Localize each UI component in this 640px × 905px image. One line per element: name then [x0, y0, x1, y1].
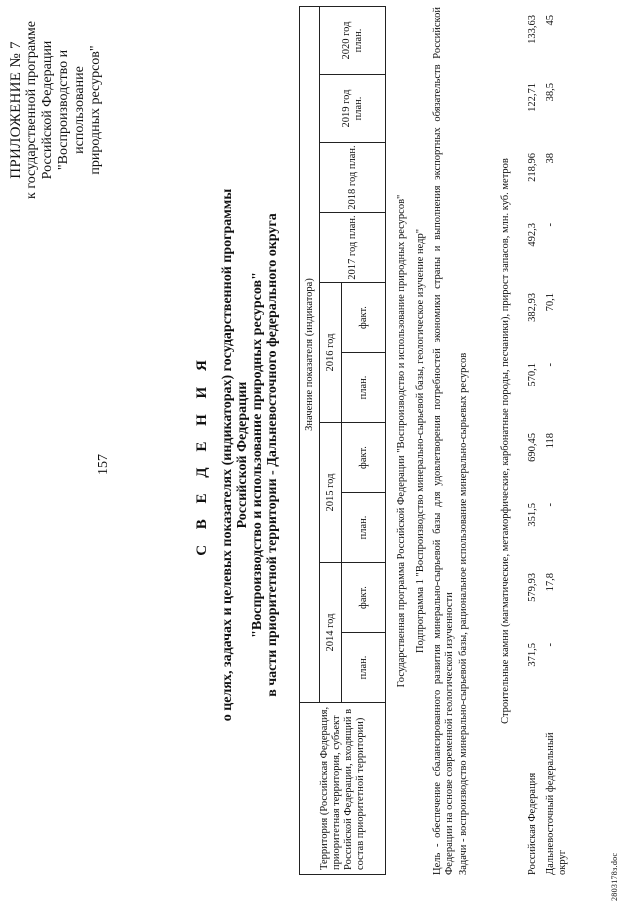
year-2017-header: 2017 год план. — [320, 213, 386, 283]
year-2014-header: 2014 год — [320, 563, 342, 703]
document-heading — [195, 155, 280, 755]
year-2018-header: 2018 год план. — [320, 143, 386, 213]
annex-line: к государственной программе — [24, 21, 39, 199]
table-cell: 17,8 — [545, 573, 556, 592]
goal-text: Цель - обеспечение сбалансированного развития минерально-сырьевой базы для удовлетворения потребностей экономики страны и выполнения экспортных обязательств Российской Федерации на основе современной геологической изученности — [432, 7, 455, 875]
annex-line: "Воспроизводство и использование — [56, 49, 87, 171]
table-row-label: Дальневосточный федеральный округ — [545, 732, 568, 875]
table-cell: 351,5 — [527, 503, 538, 527]
plan-header: план. — [342, 493, 386, 563]
document-code: 2803178з.doc — [610, 852, 619, 901]
heading-line: "Воспроизводство и использование природных ресурсов" — [250, 272, 265, 638]
plan-header: план. — [342, 353, 386, 423]
table-cell: 579,93 — [527, 573, 538, 602]
table-cell: 371,5 — [527, 643, 538, 667]
plan-header: план. — [342, 633, 386, 703]
indicator-table-header — [299, 6, 386, 875]
subprogram-title: Подпрограмма 1 "Воспроизводство минерально-сырьевой базы, геологическое изучение недр" — [415, 228, 426, 654]
indicator-title: Строительные камни (магматические, метаморфические, карбонатные породы, песчаники), прирост запасов, млн. куб. метров — [500, 158, 511, 724]
fact-header: факт. — [342, 563, 386, 633]
table-cell: 122,71 — [527, 83, 538, 112]
table-cell: - — [545, 363, 556, 367]
table-cell: 570,1 — [527, 363, 538, 387]
table-cell: 118 — [545, 433, 556, 449]
heading-line: в части приоритетной территории - Дальневосточного федерального округа — [265, 213, 280, 697]
fact-header: факт. — [342, 283, 386, 353]
table-cell: - — [545, 223, 556, 227]
annex-title: ПРИЛОЖЕНИЕ № 7 — [8, 41, 24, 179]
page-number: 157 — [96, 454, 111, 475]
table-cell: - — [545, 643, 556, 647]
table-cell: 45 — [545, 15, 556, 26]
annex-block — [8, 5, 104, 215]
year-2016-header: 2016 год — [320, 283, 342, 423]
indicator-values-header: Значение показателя (индикатора) — [300, 6, 320, 702]
table-cell: - — [545, 503, 556, 507]
table-cell: 690,45 — [527, 433, 538, 462]
table-cell: 70,1 — [545, 293, 556, 312]
table-cell: 382,93 — [527, 293, 538, 322]
table-cell: 218,96 — [527, 153, 538, 182]
fact-header: факт. — [342, 423, 386, 493]
table-cell: 492,3 — [527, 223, 538, 247]
document-title: С В Е Д Е Н И Я — [194, 354, 210, 556]
year-2019-header: 2019 год план. — [320, 75, 386, 143]
program-title: Государственная программа Российской Федерации "Воспроизводство и использование природных ресурсов" — [396, 194, 407, 688]
table-row-label: Российская Федерация — [527, 772, 538, 875]
annex-line: природных ресурсов" — [88, 45, 103, 175]
table-cell: 38,5 — [545, 83, 556, 102]
heading-line: о целях, задачах и целевых показателях (индикаторах) государственной программы Российской Федерации — [220, 188, 250, 722]
table-cell: 38 — [545, 153, 556, 164]
territory-column-header: Территория (Российская Федерация, приоритетная территория, субъект Российской Федерации, входящий в состав приоритетной территории) — [300, 703, 386, 875]
year-2020-header: 2020 год план. — [320, 6, 386, 74]
task-text: Задачи - воспроизводство минерально-сырьевой базы, рациональное использование минерально-сырьевых ресурсов — [458, 352, 469, 875]
table-cell: 133,63 — [527, 15, 538, 44]
year-2015-header: 2015 год — [320, 423, 342, 563]
annex-line: Российской Федерации — [40, 40, 55, 180]
